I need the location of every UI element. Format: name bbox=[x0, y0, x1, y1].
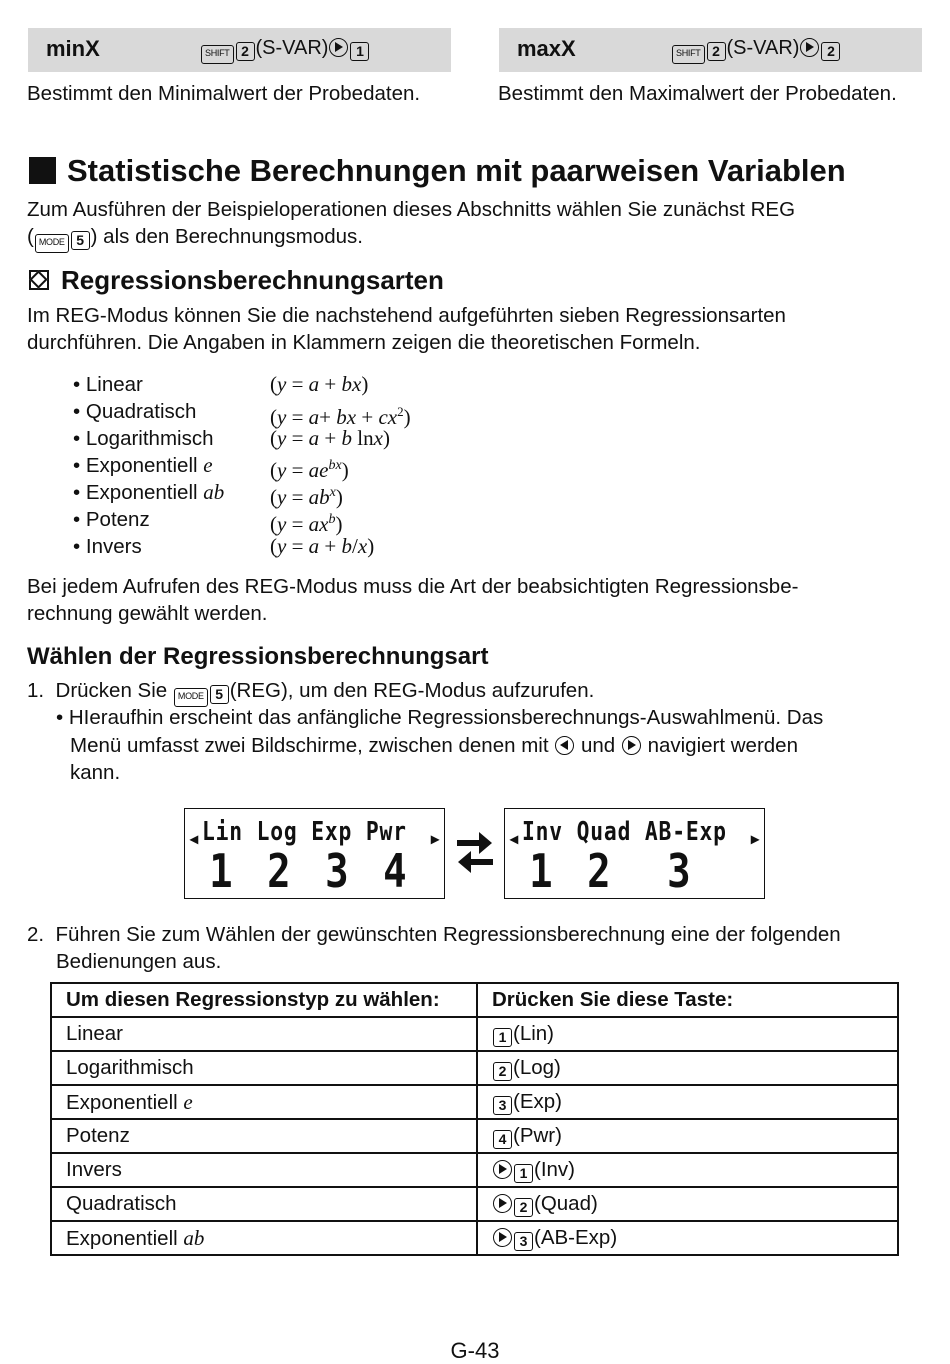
list-item-inverse: • Invers bbox=[73, 535, 142, 558]
right-arrow-icon: ▸ bbox=[430, 831, 439, 848]
subsection-text-line1: Im REG-Modus können Sie die nachstehend aufgeführten sieben Regressionsarten bbox=[27, 304, 786, 327]
left-arrow-icon: ◂ bbox=[190, 831, 199, 848]
choose-heading: Wählen der Regressionsberechnungsart bbox=[27, 643, 489, 670]
minx-key-sequence bbox=[200, 37, 370, 64]
table-row: Exponentiell ab 3 (AB-Exp) bbox=[51, 1221, 898, 1255]
black-square-icon bbox=[29, 157, 56, 184]
list-item-exp-ab: • Exponentiell ab bbox=[73, 480, 225, 504]
table-row: Invers 1 (Inv) bbox=[51, 1153, 898, 1187]
minx-title: minX bbox=[46, 36, 100, 61]
lcd-screen-2-labels: Inv Quad AB-Exp bbox=[522, 817, 727, 847]
table-header-row bbox=[51, 983, 898, 1017]
maxx-header-bar bbox=[499, 28, 922, 72]
right-arrow-key-icon bbox=[493, 1228, 512, 1247]
key-1: 1 bbox=[493, 1028, 512, 1047]
key-2: 2 bbox=[236, 42, 255, 61]
maxx-title: maxX bbox=[517, 36, 576, 61]
key-2: 2 bbox=[514, 1198, 533, 1217]
right-arrow-icon: ▸ bbox=[750, 831, 759, 848]
formula-log: (y = a + b lnx) bbox=[270, 426, 390, 450]
mode-key: MODE bbox=[35, 234, 69, 253]
right-arrow-key-icon bbox=[493, 1194, 512, 1213]
key-3: 3 bbox=[514, 1232, 533, 1251]
maxx-key-sequence bbox=[671, 37, 841, 64]
key-1: 1 bbox=[350, 42, 369, 61]
step2-line1: 2. Führen Sie zum Wählen der gewünschten Regressionsberechnung eine der folgenden bbox=[27, 923, 841, 946]
right-arrow-key-icon bbox=[622, 736, 641, 755]
lcd-number: 2 bbox=[587, 844, 611, 898]
lcd-screen-1-labels: Lin Log Exp Pwr bbox=[202, 817, 407, 847]
key-1: 1 bbox=[514, 1164, 533, 1183]
table-row: Potenz 4 (Pwr) bbox=[51, 1119, 898, 1153]
page-number: G-43 bbox=[450, 1338, 500, 1363]
note-line1: Bei jedem Aufrufen des REG-Modus muss die Art der beabsichtigten Regressionsbe- bbox=[27, 575, 799, 598]
table-row: Quadratisch 2 (Quad) bbox=[51, 1187, 898, 1221]
subsection-title: Regressionsberechnungsarten bbox=[61, 265, 444, 295]
right-arrow-key-icon bbox=[329, 38, 348, 57]
table-header-cell: Drücken Sie diese Taste: bbox=[477, 983, 898, 1017]
formula-exp-e: $(y = ae^{bx})$ bbox=[270, 458, 349, 482]
key-4: 4 bbox=[493, 1130, 512, 1149]
key-2: 2 bbox=[493, 1062, 512, 1081]
svar-label: (S-VAR) bbox=[726, 37, 800, 59]
right-arrow-key-icon bbox=[493, 1160, 512, 1179]
shift-key: SHIFT bbox=[672, 45, 705, 64]
lcd-number: 2 bbox=[267, 844, 291, 898]
bullet-line3: kann. bbox=[70, 761, 121, 784]
step2-line2: Bedienungen aus. bbox=[56, 950, 222, 973]
left-arrow-icon: ◂ bbox=[510, 831, 519, 848]
maxx-description: Bestimmt den Maximalwert der Probedaten. bbox=[498, 82, 897, 105]
key-2: 2 bbox=[707, 42, 726, 61]
section-heading bbox=[29, 153, 846, 189]
formula-linear: (y = a + bx) bbox=[270, 372, 369, 396]
svar-label: (S-VAR) bbox=[255, 37, 329, 59]
swap-arrows-icon bbox=[455, 826, 495, 881]
list-item-exp-e: • Exponentiell e bbox=[73, 453, 213, 477]
open-paren: ( bbox=[27, 225, 34, 248]
bullet-line1: • HIeraufhin erscheint das anfängliche Regressionsberechnungs-Auswahlmenü. Das bbox=[56, 706, 824, 729]
formula-power: $(y = ax^b)$ bbox=[270, 512, 343, 536]
diamond-icon bbox=[29, 270, 49, 290]
table-row: Linear 1 (Lin) bbox=[51, 1017, 898, 1051]
minx-description: Bestimmt den Minimalwert der Probedaten. bbox=[27, 82, 421, 105]
minx-header-bar bbox=[28, 28, 451, 72]
key-5: 5 bbox=[210, 685, 229, 704]
lcd-screen-1 bbox=[184, 808, 445, 899]
note-line2: rechnung gewählt werden. bbox=[27, 602, 268, 625]
key-5: 5 bbox=[71, 231, 90, 250]
table-row: Logarithmisch 2 (Log) bbox=[51, 1051, 898, 1085]
right-arrow-key-icon bbox=[800, 38, 819, 57]
formula-inverse: (y = a + b/x) bbox=[270, 534, 375, 558]
section-title: Statistische Berechnungen mit paarweisen Variablen bbox=[67, 153, 846, 188]
formula-exp-ab: $(y = ab^x)$ bbox=[270, 485, 343, 509]
table-header-cell: Um diesen Regressionstyp zu wählen: bbox=[51, 983, 477, 1017]
lcd-number: 1 bbox=[209, 844, 233, 898]
list-item-power: • Potenz bbox=[73, 508, 150, 531]
intro-line2-text: ) als den Berechnungsmodus. bbox=[90, 225, 363, 248]
lcd-number: 3 bbox=[325, 844, 349, 898]
list-item-linear: • Linear bbox=[73, 373, 143, 396]
step1-line: 1. Drücken Sie MODE 5 (REG), um den REG-Modus aufzurufen. bbox=[27, 677, 594, 707]
bullet-line2: Menü umfasst zwei Bildschirme, zwischen denen mit und navigiert werden bbox=[70, 734, 798, 757]
list-item-log: • Logarithmisch bbox=[73, 427, 214, 450]
regression-type-list bbox=[73, 371, 224, 560]
regression-key-table bbox=[50, 982, 899, 1256]
key-2: 2 bbox=[821, 42, 840, 61]
key-3: 3 bbox=[493, 1096, 512, 1115]
shift-key: SHIFT bbox=[201, 45, 234, 64]
lcd-screen-2 bbox=[504, 808, 765, 899]
formula-quadratic: (y = a+ bx + $cx^2$) bbox=[270, 404, 411, 429]
list-item-quadratic: • Quadratisch bbox=[73, 400, 197, 423]
lcd-number: 1 bbox=[529, 844, 553, 898]
section-intro-line2 bbox=[27, 223, 363, 253]
regression-formula-list bbox=[270, 371, 411, 560]
lcd-number: 4 bbox=[383, 844, 407, 898]
left-arrow-key-icon bbox=[555, 736, 574, 755]
lcd-number: 3 bbox=[667, 844, 691, 898]
subsection-heading bbox=[29, 265, 444, 296]
mode-key: MODE bbox=[174, 688, 208, 707]
subsection-text-line2: durchführen. Die Angaben in Klammern zeigen die theoretischen Formeln. bbox=[27, 331, 701, 354]
table-row: Exponentiell e 3 (Exp) bbox=[51, 1085, 898, 1119]
section-intro-line1: Zum Ausführen der Beispieloperationen dieses Abschnitts wählen Sie zunächst REG bbox=[27, 198, 796, 221]
